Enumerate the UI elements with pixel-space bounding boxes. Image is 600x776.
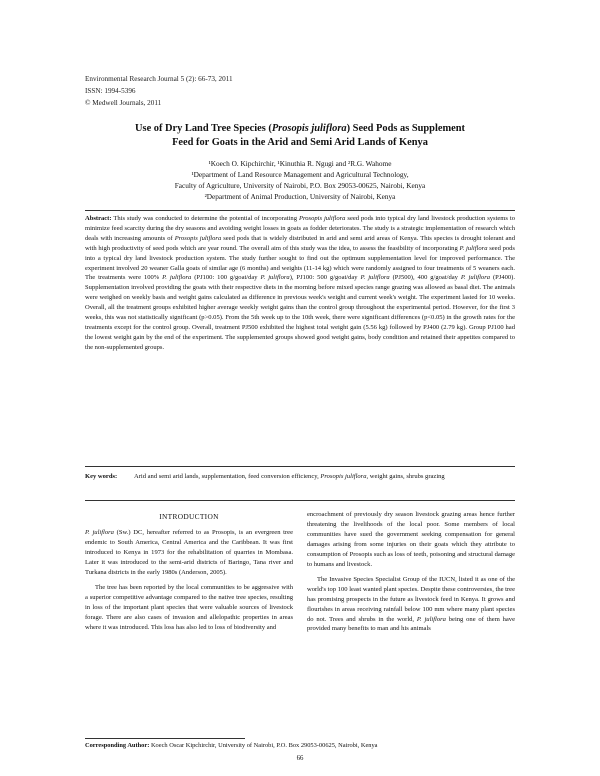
abstract-top-rule	[85, 210, 515, 211]
keywords-top-rule	[85, 466, 515, 467]
intro-paragraph-4: The Invasive Species Specialist Group of the IUCN, listed it as one of the world's top 100 least wanted plant species. Despite these controversies, the tree has promising prospects in the future as livestock feed in Kenya. It grows and flourishes in areas receiving rainfall below 100 mm where many plant species do not. Trees and shrubs in the world, P. juliflora being one of them have provided many benefits to man and his animals	[307, 575, 515, 633]
author-affiliation-3: ²Department of Animal Production, University of Nairobi, Kenya	[204, 192, 396, 201]
section-heading-introduction: INTRODUCTION	[159, 512, 219, 521]
author-affiliation-2: Faculty of Agriculture, University of Nairobi, P.O. Box 29053-00625, Nairobi, Kenya	[174, 181, 426, 190]
intro-paragraph-1: P. juliflora (Sw.) DC, hereafter referred to as Prosopis, is an evergreen tree endemic to South America, Central America and the Caribbean. It was first introduced to Kenya in 1973 for the rehabilitation of quarries in Mombasa. Later it was introduced to the semi-arid districts of Baringo, Tana river and Turkana districts in the early 1980s (Anderson, 2005).	[85, 528, 293, 576]
journal-issn: ISSN: 1994-5396	[85, 87, 136, 95]
keywords: Key words: Arid and semi arid lands, supplementation, feed conversion efficiency, Prosopis juliflora, weight gains, shrubs grazing	[85, 473, 445, 480]
keywords-label: Key words:	[85, 473, 118, 480]
keywords-bottom-rule	[85, 500, 515, 501]
journal-citation: Environmental Research Journal 5 (2): 66-73, 2011	[85, 75, 233, 83]
corresponding-author-label: Corresponding Author:	[85, 742, 150, 749]
page-number: 66	[296, 755, 304, 762]
body-column-left	[85, 510, 293, 637]
title-line-2: Feed for Goats in the Arid and Semi Arid Lands of Kenya	[172, 137, 428, 148]
author-names: ¹Koech O. Kipchirchir, ¹Kinuthia R. Ngugi and ²R.G. Wahome	[208, 159, 392, 168]
author-block	[95, 158, 505, 202]
journal-header	[85, 73, 233, 109]
abstract: Abstract: This study was conducted to determine the potential of incorporating Prosopis juliflora seed pods into typical dry land livestock production systems to minimize feed scarcity during the dry seasons and avoiding weight losses in goats as fodder deteriorates. The study is a strategic implementation of research which deals with increasing amounts of Prosopis juliflora seed pods that is widely distributed in arid and semi arid areas of Kenya. This species is drought tolerant and with high productivity of seed pods which are year round. The overall aim of this study was the idea, to assess the feasibility of incorporating P. juliflora seed pods into a typical dry land livestock production system. The study further sought to find out the optimum supplementation level for improved performance. The experiment involved 20 weaner Galla goats of similar age (6 months) and weights (11-14 kg) which were randomly assigned to four treatments of 5 weaners each. The treatments were 100% P. juliflora (PJ100: 100 g/goat/day P. juliflora), PJ100: 500 g/goat/day P. juliflora (PJ500), 400 g/goat/day P. juliflora (PJ400). Supplementation involved providing the goats with their respective diets in the morning before mixed species range grazing was allowed as basal diet. The animals were weighed on weekly basis and weight gains calculated as difference in previous week's weight and current week's weight. The experiment lasted for 10 weeks. Overall, all the treatment groups exhibited higher average weekly weight gains than the control group throughout the experimental period. However, for the first 3 weeks, this was not statistically significant (p>0.05). From the 5th week up to the 10th week, there were significant differences (p<0.05) in the growth rates for the treatments except for the control group. Overall, treatment PJ500 exhibited the highest total weight gain (5.56 kg) followed by PJ400 (2.79 kg). Group PJ100 had the lowest weight gain by the end of the experiment. The supplemented groups showed good weight gains, body condition and retained their appetites compared to the non-supplemented groups.	[85, 215, 515, 351]
body-column-right	[307, 510, 515, 639]
intro-paragraph-3: encroachment of previously dry season livestock grazing areas hence further threatening the livelihoods of the local poor. Some members of local communities have sued the government seeking compensation for general damages arising from some injuries on their goats which they attribute to consumption of Prosopis such as loss of teeth, poisoning and structural damage to humans and livestock.	[307, 511, 515, 568]
abstract-label: Abstract:	[85, 215, 112, 222]
author-affiliation-1: ¹Department of Land Resource Management and Agricultural Technology,	[191, 170, 409, 179]
journal-copyright: © Medwell Journals, 2011	[85, 99, 162, 107]
intro-paragraph-2: The tree has been reported by the local communities to be aggressive with a superior competitive advantage compared to the native tree species, resulting in loss of the important plant species that were valuable sources of livestock forage. There are also cases of invasion and allelopathic properties in areas where it was introduced. This loss has also led to loss of biodiversity and	[85, 583, 293, 631]
footnote-rule	[85, 738, 245, 739]
title-line-1: Use of Dry Land Tree Species (Prosopis juliflora) Seed Pods as Supplement	[135, 123, 465, 134]
corresponding-author: Corresponding Author: Koech Oscar Kipchirchir, University of Nairobi, P.O. Box 29053-00625, Nairobi, Kenya	[85, 742, 378, 749]
article-title	[110, 122, 490, 150]
